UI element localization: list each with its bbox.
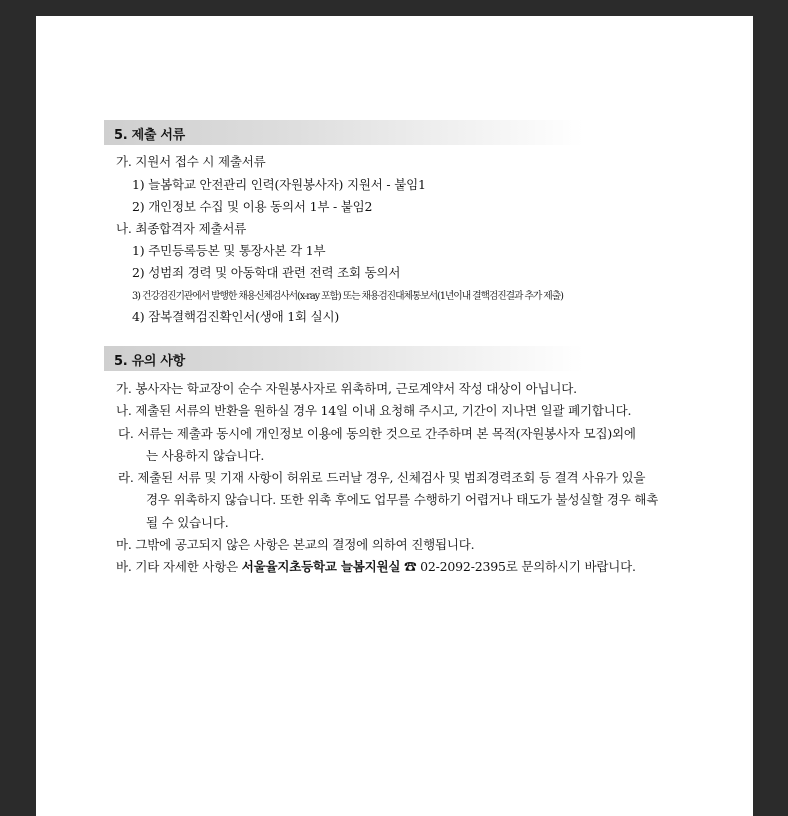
viewer-top-bar xyxy=(0,0,788,16)
list-item: 다. 서류는 제출과 동시에 개인정보 이용에 동의한 것으로 간주하며 본 목적(자원봉사자 모집)외에 xyxy=(118,426,636,441)
section-heading-notes xyxy=(104,346,584,371)
list-item: 가. 봉사자는 학교장이 순수 자원봉사자로 위촉하며, 근로계약서 작성 대상이 아닙니다. xyxy=(116,381,577,396)
list-item: 가. 지원서 접수 시 제출서류 xyxy=(116,154,266,169)
contact-suffix: 02-2092-2395로 문의하시기 바랍니다. xyxy=(416,559,636,574)
list-item: 4) 잠복결핵검진확인서(생애 1회 실시) xyxy=(132,309,340,324)
list-item: 라. 제출된 서류 및 기재 사항이 허위로 드러날 경우, 신체검사 및 범죄경력조회 등 결격 사유가 있을 xyxy=(118,470,646,485)
phone-icon: ☎ xyxy=(404,559,417,574)
list-item: 2) 개인정보 수집 및 이용 동의서 1부 - 붙임2 xyxy=(132,199,373,214)
list-item: 나. 최종합격자 제출서류 xyxy=(116,221,247,236)
list-item-continuation: 될 수 있습니다. xyxy=(146,515,229,530)
section-title: 5. 제출 서류 xyxy=(114,128,185,143)
list-item: 2) 성범죄 경력 및 아동학대 관련 전력 조회 동의서 xyxy=(132,265,401,280)
list-item: 3) 건강검진기관에서 발행한 채용신체검사서(x-ray 포함) 또는 채용검진대체통보서(1년이내 결핵검진결과 추가 제출) xyxy=(132,291,563,302)
list-item: 마. 그밖에 공고되지 않은 사항은 본교의 결정에 의하여 진행됩니다. xyxy=(116,537,475,552)
list-item-continuation: 경우 위촉하지 않습니다. 또한 위촉 후에도 업무를 수행하기 어렵거나 태도가 불성실할 경우 해촉 xyxy=(146,492,659,507)
contact-prefix: 바. 기타 자세한 사항은 xyxy=(116,559,242,574)
document-page xyxy=(36,16,753,816)
list-item: 1) 늘봄학교 안전관리 인력(자원봉사자) 지원서 - 붙임1 xyxy=(132,177,426,192)
list-item-continuation: 는 사용하지 않습니다. xyxy=(146,448,265,463)
contact-line xyxy=(116,557,636,575)
section-title: 5. 유의 사항 xyxy=(114,354,185,369)
section-heading-submission xyxy=(104,120,584,145)
list-item: 나. 제출된 서류의 반환을 원하실 경우 14일 이내 요청해 주시고, 기간이 지나면 일괄 폐기합니다. xyxy=(116,403,632,418)
contact-office: 서울율지초등학교 늘봄지원실 xyxy=(241,559,401,574)
list-item: 1) 주민등록등본 및 통장사본 각 1부 xyxy=(132,243,326,258)
